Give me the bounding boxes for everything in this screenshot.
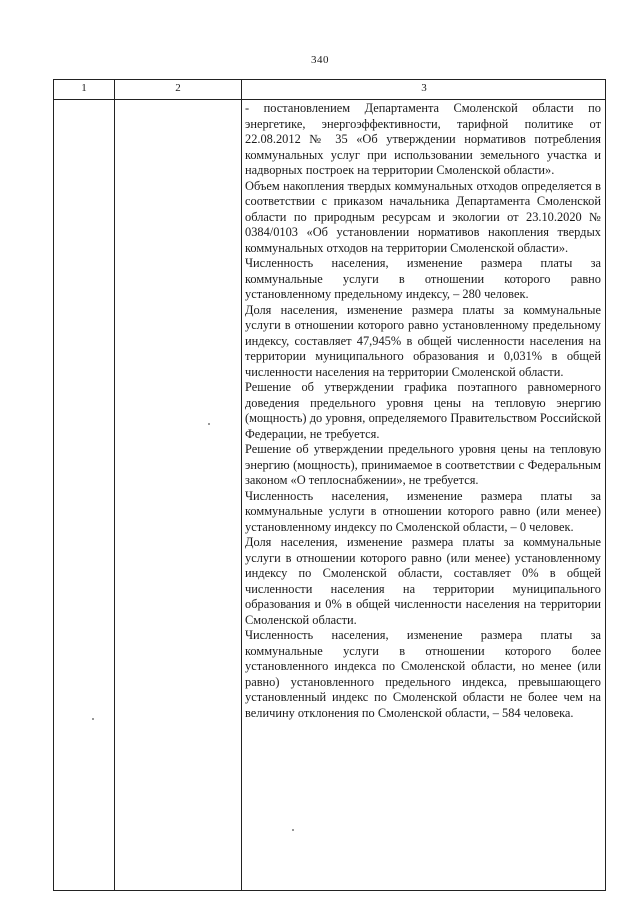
table-header-row xyxy=(54,80,605,100)
column-divider-1 xyxy=(114,80,115,890)
column-header-1: 1 xyxy=(81,82,87,94)
page-number: 340 xyxy=(311,54,329,66)
column-divider-2 xyxy=(241,80,242,890)
paragraph-population-above-index: Численность населения, изменение размера платы за коммунальные услуги в отношении которого более установленного индекса по Смоленской области, но менее (или равно) установленного предельного индекса, превышающего установленный индекс по Смоленской области не более чем на величину отклонения по Смоленской области, – 584 человека. xyxy=(245,628,601,720)
column-header-2: 2 xyxy=(175,82,181,94)
paragraph-population-equal-or-less: Численность населения, изменение размера платы за коммунальные услуги в отношении которого равно (или менее) установленному индексу по Смоленской области, – 0 человек. xyxy=(245,488,601,534)
document-table xyxy=(53,79,606,891)
scan-speck xyxy=(292,829,294,831)
paragraph-population-equal-limit: Численность населения, изменение размера платы за коммунальные услуги в отношении которого равно установленному предельному индексу, – 280 человек. xyxy=(245,256,601,301)
paragraph-heat-limit-price: Решение об утверждении предельного уровня цены на тепловую энергию (мощность), принимаемое в соответствии с Федеральным законом «О теплоснабжении», не требуется. xyxy=(245,442,601,487)
scan-speck xyxy=(92,718,94,720)
paragraph-share-equal-limit: Доля населения, изменение размера платы за коммунальные услуги в отношении которого равно установленному предельному индексу, составляет 47,945% в общей численности населения на территории муниципального образования и 0,031% в общей численности населения на территории Смоленской области. xyxy=(245,302,601,379)
paragraph-heat-schedule: Решение об утверждении графика поэтапного равномерного доведения предельного уровня цены на тепловую энергию (мощность) до уровня, определяемого Правительством Российской Федерации, не требуется. xyxy=(245,380,601,441)
column-header-3: 3 xyxy=(421,82,427,94)
paragraph-share-equal-or-less: Доля населения, изменение размера платы за коммунальные услуги в отношении которого равно (или менее) установленному индексу по Смоленской области, составляет 0% в общей численности населения на территории муниципального образования и 0% в общей численности населения на территории Смоленской области. xyxy=(245,535,601,627)
paragraph-resolution: - постановлением Департамента Смоленской области по энергетике, энергоэффективности, тарифной политике от 22.08.2012 № 35 «Об утверждении нормативов потребления коммунальных услуг при использовании земельного участка и надворных построек на территории Смоленской области». xyxy=(245,101,601,177)
scan-speck xyxy=(208,423,210,425)
column-3-content xyxy=(245,101,601,721)
paragraph-waste-volume: Объем накопления твердых коммунальных отходов определяется в соответствии с приказом начальника Департамента Смоленской области по природным ресурсам и экологии от 23.10.2020 № 0384/0103 «Об установлении нормативов накопления твердых коммунальных отходов на территории Смоленской области». xyxy=(245,178,601,255)
